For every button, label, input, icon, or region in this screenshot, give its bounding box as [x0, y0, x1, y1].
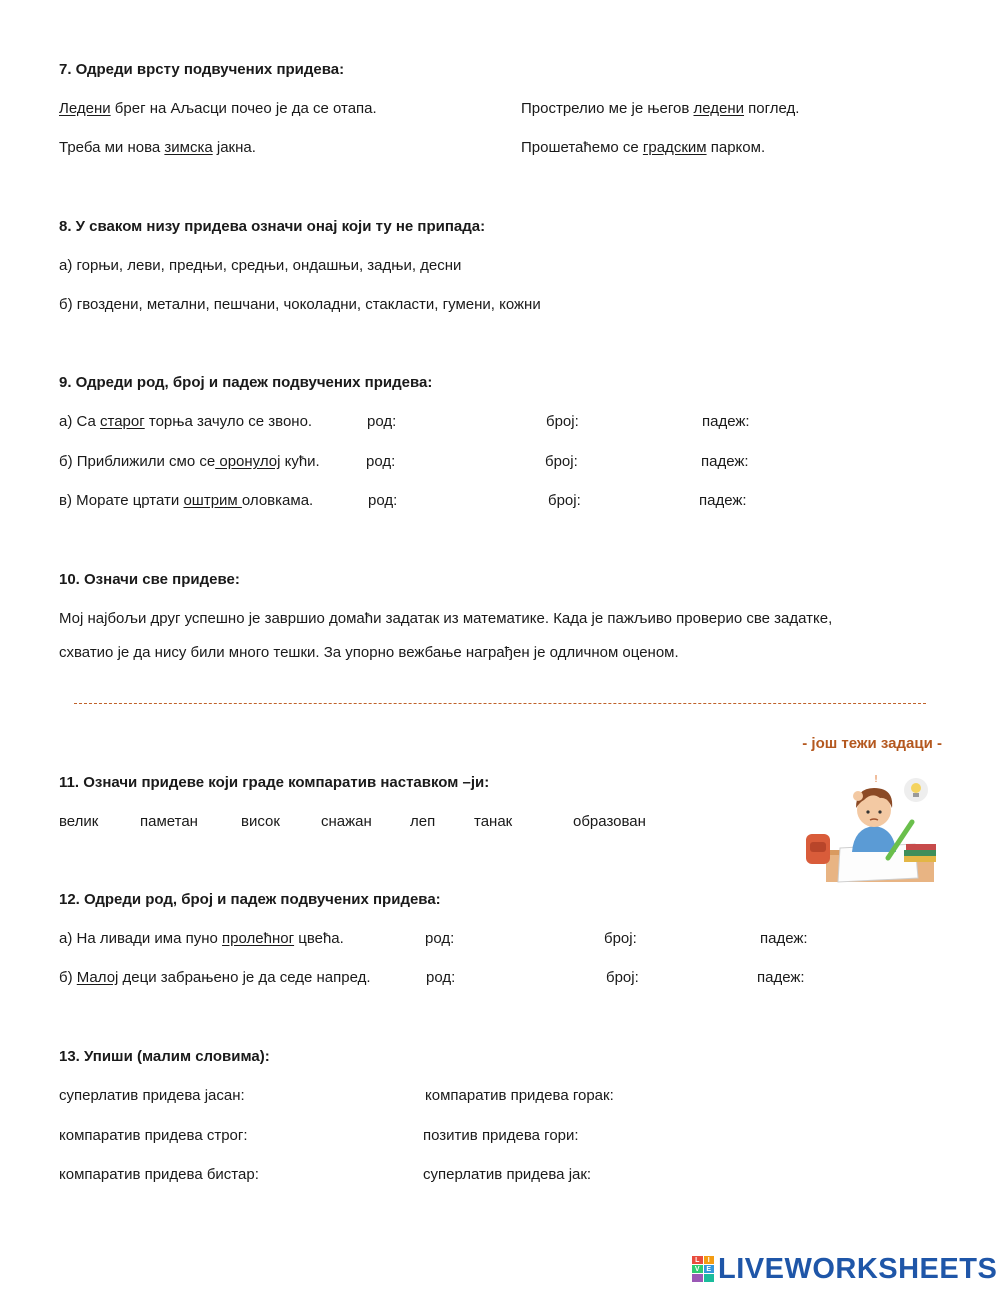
q11-word[interactable]: образован — [573, 813, 646, 830]
q13-prompt: компаратив придева горак: — [425, 1087, 614, 1104]
gender-label: род: — [367, 413, 397, 430]
underlined-adjective: оштрим — [183, 492, 242, 509]
q10-text-line-2[interactable]: схватио је да нису били много тешки. За упорно вежбање награђен је одличном оценом. — [59, 644, 679, 661]
q7-title: 7. Одреди врсту подвучених придева: — [59, 61, 345, 78]
q13-title: 13. Упиши (малим словима): — [59, 1048, 270, 1065]
q8-title: 8. У сваком низу придева означи онај који ту не припада: — [59, 218, 486, 235]
q12-sentence-a — [59, 930, 344, 947]
q10-title: 10. Означи све придеве: — [59, 571, 240, 588]
q10-text-line-1[interactable]: Мој најбољи друг успешно је завршио домаћи задатак из математике. Када је пажљиво проверио све задатке, — [59, 610, 833, 627]
number-label: број: — [546, 413, 579, 430]
boy-eye — [878, 810, 881, 813]
q13-prompt: компаратив придева строг: — [59, 1127, 248, 1144]
q8-row-a[interactable]: а) горњи, леви, предњи, средњи, ондашњи, задњи, десни — [59, 257, 462, 274]
q11-word[interactable]: велик — [59, 813, 99, 830]
case-label: падеж: — [757, 969, 805, 986]
q7-sentence-4 — [521, 139, 765, 156]
q12-sentence-b — [59, 969, 371, 986]
q13-prompt: позитив придева гори: — [423, 1127, 579, 1144]
q13-prompt: суперлатив придева јак: — [423, 1166, 592, 1183]
q13-prompt: суперлатив придева јасан: — [59, 1087, 245, 1104]
sentence-text: Прошетаћемо се — [521, 139, 643, 156]
number-label: број: — [604, 930, 637, 947]
underlined-adjective: пролећног — [222, 930, 295, 947]
sentence-text: оловкама. — [241, 492, 314, 509]
boy-shirt — [852, 826, 896, 852]
sentence-text: б) — [59, 969, 77, 986]
sentence-text: парком. — [706, 139, 766, 156]
logo-tile: V — [692, 1265, 703, 1273]
number-label: број: — [606, 969, 639, 986]
underlined-adjective: старог — [100, 413, 145, 430]
q7-sentence-2 — [521, 100, 799, 117]
underlined-adjective: оронулој — [215, 453, 281, 470]
backpack-pocket — [810, 842, 826, 852]
books-icon — [904, 850, 936, 856]
logo-tile: L — [692, 1256, 703, 1264]
sentence-text: а) Са — [59, 413, 101, 430]
sentence-text: поглед. — [744, 100, 800, 117]
gender-label: род: — [366, 453, 396, 470]
q9-sentence-a — [59, 413, 312, 430]
q8-row-b[interactable]: б) гвоздени, метални, пешчани, чоколадни, стакласти, гумени, кожни — [59, 296, 541, 313]
number-label: број: — [548, 492, 581, 509]
sentence-text: кући. — [280, 453, 320, 470]
number-label: број: — [545, 453, 578, 470]
underlined-adjective: Малој — [76, 969, 119, 986]
logo-mark-icon — [692, 1256, 714, 1282]
gender-label: род: — [425, 930, 455, 947]
q11-word[interactable]: висок — [241, 813, 280, 830]
case-label: падеж: — [760, 930, 808, 947]
harder-tasks-heading: - још тежи задаци - — [802, 735, 942, 752]
underlined-adjective: зимска — [164, 139, 213, 156]
logo-tile: E — [704, 1265, 715, 1273]
logo-tile — [704, 1274, 715, 1282]
q7-sentence-3 — [59, 139, 256, 156]
sentence-text: јакна. — [212, 139, 256, 156]
q11-title: 11. Означи придеве који граде компаратив наставком –ји: — [59, 774, 490, 791]
logo-text: LIVEWORKSHEETS — [718, 1252, 998, 1285]
q9-sentence-c — [59, 492, 313, 509]
liveworksheets-logo[interactable] — [692, 1254, 997, 1284]
thinking-boy-illustration — [800, 770, 945, 890]
q11-word[interactable]: снажан — [321, 813, 372, 830]
sentence-text: цвећа. — [294, 930, 344, 947]
underlined-adjective: градским — [642, 139, 707, 156]
underlined-adjective: Ледени — [59, 100, 111, 117]
q9-sentence-b — [59, 453, 320, 470]
lightbulb-base — [913, 793, 919, 797]
case-label: падеж: — [699, 492, 747, 509]
books-icon — [904, 856, 936, 862]
sentence-text: Треба ми нова — [59, 139, 165, 156]
logo-tile: I — [704, 1256, 715, 1264]
sentence-text: брег на Аљасци почео је да се отапа. — [110, 100, 377, 117]
q11-word[interactable]: танак — [474, 813, 513, 830]
q13-prompt: компаратив придева бистар: — [59, 1166, 259, 1183]
sentence-text: деци забрањено је да седе напред. — [118, 969, 371, 986]
case-label: падеж: — [702, 413, 750, 430]
sentence-text: торња зачуло се звоно. — [144, 413, 313, 430]
boy-hand — [853, 791, 863, 801]
exclamation-icon: ! — [874, 774, 879, 785]
section-divider — [74, 703, 926, 704]
sentence-text: в) Морате цртати — [59, 492, 184, 509]
underlined-adjective: ледени — [693, 100, 745, 117]
books-icon — [906, 844, 936, 850]
gender-label: род: — [426, 969, 456, 986]
boy-eye — [866, 810, 869, 813]
q9-title: 9. Одреди род, број и падеж подвучених придева: — [59, 374, 433, 391]
q11-word[interactable]: леп — [410, 813, 436, 830]
logo-tile — [692, 1274, 703, 1282]
q7-sentence-1 — [59, 100, 377, 117]
case-label: падеж: — [701, 453, 749, 470]
lightbulb-icon — [911, 783, 921, 793]
sentence-text: Прострелио ме је његов — [521, 100, 694, 117]
gender-label: род: — [368, 492, 398, 509]
sentence-text: б) Приближили смо се — [59, 453, 216, 470]
q12-title: 12. Одреди род, број и падеж подвучених придева: — [59, 891, 441, 908]
q11-word[interactable]: паметан — [140, 813, 198, 830]
sentence-text: а) На ливади има пуно — [59, 930, 223, 947]
